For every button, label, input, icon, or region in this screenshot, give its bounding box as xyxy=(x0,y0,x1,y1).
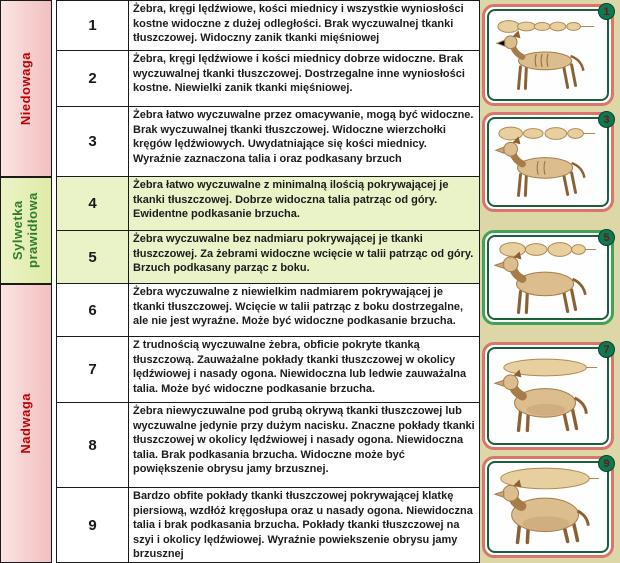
dog-card-frame xyxy=(487,461,609,553)
table-row-score-9 xyxy=(57,488,479,562)
dog-card-frame xyxy=(487,9,609,101)
score-badge: 5 xyxy=(598,229,615,246)
dog-illustration-ideal-icon xyxy=(489,238,607,318)
table-row-score-1 xyxy=(57,1,479,51)
score-description: Żebra łatwo wyczuwalne przez omacywanie, mogą być widoczne. Brak wyczuwalnej tkanki tłuszczowej. Widoczne wierzchołki kręgów lędźwiowych. Uwydatniające się kości miednicy. Wyraźnie zaznaczona talia i oraz podkasany brzuch xyxy=(133,109,474,165)
score-badge: 3 xyxy=(598,111,615,128)
table-row-score-7 xyxy=(57,337,479,403)
score-description: Żebra wyczuwalne bez nadmiaru pokrywającej je tkanki tłuszczowej. Za żebrami widoczne wcięcie w talii patrząc od góry. Brzuch podkasany parząc z boku. xyxy=(133,233,474,275)
score-value: 9 xyxy=(57,488,129,562)
dog-card-score-7 xyxy=(482,342,614,450)
table-row-score-2 xyxy=(57,51,479,107)
dog-illustration-thin-icon xyxy=(489,122,607,202)
category-underweight-label: Niedowaga xyxy=(17,51,33,126)
score-description: Żebra, kręgi lędźwiowe i kości miednicy dobrze widoczne. Brak wyczuwalnej tkanki tłuszczowej. Dostrzegalne inne wyniosłości kostne. Niewielki zanik tkanki mięśniowej. xyxy=(133,53,465,95)
score-value: 8 xyxy=(57,403,129,487)
dog-card-frame xyxy=(487,347,609,445)
table-row-score-5 xyxy=(57,231,479,284)
dog-card-score-1 xyxy=(482,4,614,106)
score-description: Z trudnością wyczuwalne żebra, obficie pokryte tkanką tłuszczową. Zauważalne pokłady tkanki tłuszczowej w okolicy lędźwiowej i nasady ogona. Niewidoczna lub ledwie zauważalna talia. Może być widoczne podkasanie brzucha. xyxy=(133,339,467,395)
score-description: Żebra niewyczuwalne pod grubą okrywą tkanki tłuszczowej lub wyczuwalne jedynie przy dużym nacisku. Znaczne pokłady tkanki tłuszczowej w okolicy lędźwiowej i nasady ogona. Niewidoczna talia. Brak podkasania brzucha. Widoczne może być powiększenie obrysu jamy brzusznej. xyxy=(133,405,475,476)
category-column xyxy=(0,0,52,563)
dog-card-frame xyxy=(487,117,609,207)
category-overweight-label: Nadwaga xyxy=(17,393,33,454)
dog-illustration-overweight-icon xyxy=(489,356,607,436)
category-underweight xyxy=(0,0,52,177)
table-row-score-6 xyxy=(57,284,479,337)
score-value: 5 xyxy=(57,231,129,283)
score-description: Żebra łatwo wyczuwalne z minimalną ilością pokrywającej je tkanki tłuszczowej. Dobrze widoczna talia patrząc od góry. Ewidentne podkasanie brzucha. xyxy=(133,179,449,221)
score-badge: 1 xyxy=(598,3,615,20)
score-description: Bardzo obfite pokłady tkanki tłuszczowej pokrywającej klatkę piersiową, wzdłóż kręgosłupa oraz u nasady ogona. Niewidoczna talia i brak podkasania brzucha. Pokłady tkanki tłuszczowej na szyi i okolicy lędźwiowej. Wyraźnie powiekszenie obrysu jamy brzusznej xyxy=(133,490,473,561)
score-value: 7 xyxy=(57,337,129,402)
table-row-score-3 xyxy=(57,107,479,177)
dog-card-score-3 xyxy=(482,112,614,212)
score-badge: 7 xyxy=(598,341,615,358)
dog-card-score-5 xyxy=(482,230,614,325)
category-overweight xyxy=(0,284,52,563)
category-ideal-label: Sylwetka prawidłowa xyxy=(10,192,40,269)
dog-illustration-obese-icon xyxy=(489,467,607,547)
score-description: Żebra wyczuwalne z niewielkim nadmiarem pokrywającej je tkanki tłuszczowej. Wcięcie w talii patrząc z boku dostrzegalne, ale nie jest wyraźne. Może być widoczne podkasanie brzucha. xyxy=(133,286,464,328)
dog-card-frame xyxy=(487,235,609,320)
dog-images-column xyxy=(480,0,620,563)
score-value: 1 xyxy=(57,1,129,50)
score-value: 2 xyxy=(57,51,129,106)
score-value: 3 xyxy=(57,107,129,176)
table-row-score-8 xyxy=(57,403,479,488)
bcs-table xyxy=(56,0,480,563)
dog-card-score-9 xyxy=(482,456,614,558)
category-ideal xyxy=(0,177,52,284)
score-value: 4 xyxy=(57,177,129,230)
score-badge: 9 xyxy=(598,455,615,472)
table-row-score-4 xyxy=(57,177,479,231)
score-description: Żebra, kręgi lędźwiowe, kości miednicy i wszystkie wyniosłości kostne widoczne z dużej odległości. Brak wyczuwalnej tkanki tłuszczowej. Widoczny zanik tkanki mięśniowej xyxy=(133,3,464,45)
score-value: 6 xyxy=(57,284,129,336)
dog-illustration-emaciated-icon xyxy=(489,15,607,95)
